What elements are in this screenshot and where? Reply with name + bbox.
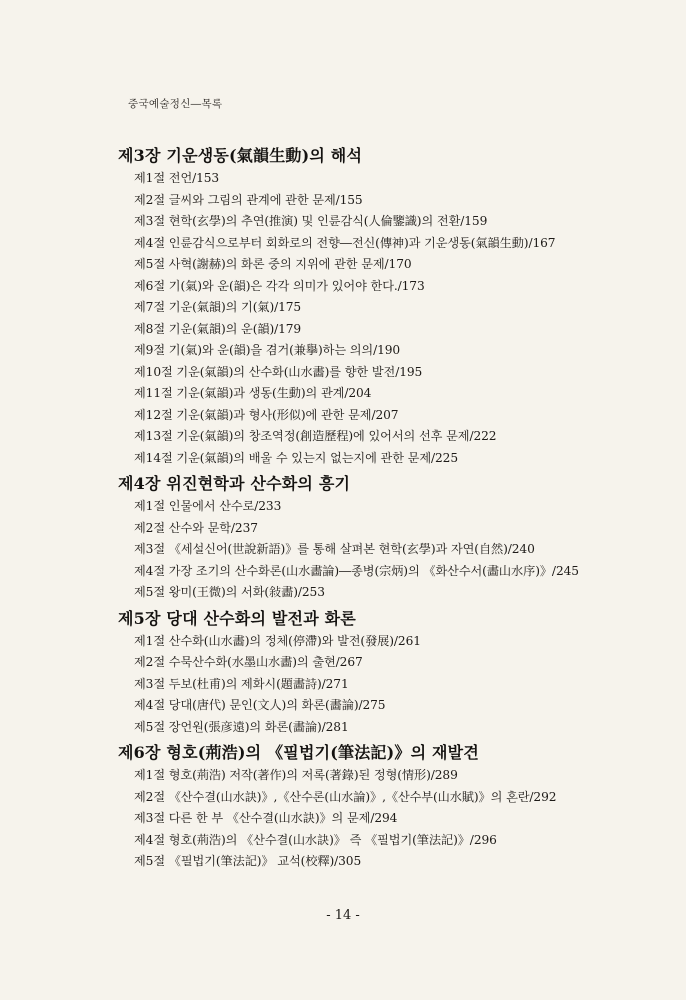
- section-entry: 제8절 기운(氣韻)의 운(韻)/179: [134, 321, 302, 336]
- chapter-block: [0, 606, 686, 739]
- section-entry: 제5절 《필법기(筆法記)》 교석(校釋)/305: [134, 854, 362, 868]
- section-entry: 제7절 기운(氣韻)의 기(氣)/175: [134, 300, 302, 314]
- section-entry: 제3절 다른 한 부 《산수결(山水訣)》의 문제/294: [134, 811, 398, 825]
- section-entry: 제1절 전언/153: [134, 171, 220, 185]
- section-entry: 제2절 산수와 문학/237: [134, 520, 258, 535]
- section-entry: 제5절 왕미(王微)의 서화(敍畵)/253: [134, 585, 325, 599]
- section-entry: 제1절 산수화(山水畵)의 정체(停滯)와 발전(發展)/261: [134, 633, 421, 648]
- section-entry: 제12절 기운(氣韻)과 형사(形似)에 관한 문제/207: [134, 407, 399, 422]
- section-entry: 제10절 기운(氣韻)의 산수화(山水畵)를 향한 발전/195: [134, 364, 423, 379]
- section-entry: 제3절 두보(杜甫)의 제화시(題畵詩)/271: [134, 676, 349, 691]
- chapter-heading: 제5장 당대 산수화의 발전과 화론: [118, 608, 356, 628]
- section-entry: 제2절 수묵산수화(水墨山水畵)의 출현/267: [134, 655, 363, 669]
- running-header: 중국예술정신―목록: [128, 98, 223, 110]
- chapter-heading: 제4장 위진현학과 산수화의 흥기: [118, 474, 351, 493]
- section-entry: 제1절 형호(荊浩) 저작(著作)의 저록(著錄)된 정형(情形)/289: [134, 768, 458, 782]
- chapter-block: [0, 143, 686, 469]
- section-entry: 제5절 사혁(謝赫)의 화론 중의 지위에 관한 문제/170: [134, 257, 412, 271]
- section-entry: 제6절 기(氣)와 운(韻)은 각각 의미가 있어야 한다./173: [134, 278, 425, 293]
- section-entry: 제4절 인륜감식으로부터 회화로의 전향―전신(傳神)과 기운생동(氣韻生動)/167: [134, 235, 556, 250]
- section-entry: 제3절 현학(玄學)의 추연(推演) 및 인륜감식(人倫鑒識)의 전환/159: [134, 214, 488, 228]
- section-entry: 제14절 기운(氣韻)의 배울 수 있는지 없는지에 관한 문제/225: [134, 450, 458, 465]
- table-of-contents: [0, 143, 686, 873]
- chapter-block: [0, 740, 686, 873]
- chapter-block: [0, 471, 686, 604]
- chapter-heading: 제6장 형호(荊浩)의 《필법기(筆法記)》의 재발견: [118, 743, 479, 762]
- section-entry: 제4절 형호(荊浩)의 《산수결(山水訣)》 즉 《필법기(筆法記)》/296: [134, 832, 497, 847]
- section-entry: 제4절 가장 조기의 산수화론(山水畵論)―종병(宗炳)의 《화산수서(畵山水序)》/245: [134, 563, 579, 578]
- section-entry: 제4절 당대(唐代) 문인(文人)의 화론(畵論)/275: [134, 698, 386, 712]
- section-entry: 제2절 글씨와 그림의 관계에 관한 문제/155: [134, 192, 363, 207]
- section-entry: 제9절 기(氣)와 운(韻)을 겸거(兼擧)하는 의의/190: [134, 343, 401, 357]
- section-entry: 제13절 기운(氣韻)의 창조역정(創造歷程)에 있어서의 선후 문제/222: [134, 429, 497, 443]
- section-entry: 제1절 인물에서 산수로/233: [134, 499, 282, 513]
- chapter-heading: 제3장 기운생동(氣韻生動)의 해석: [118, 146, 363, 165]
- section-entry: 제5절 장언원(張彦遠)의 화론(畵論)/281: [134, 719, 349, 734]
- page-number: - 14 -: [326, 908, 360, 923]
- section-entry: 제3절 《세설신어(世說新語)》를 통해 살펴본 현학(玄學)과 자연(自然)/240: [134, 542, 535, 556]
- section-entry: 제11절 기운(氣韻)과 생동(生動)의 관계/204: [134, 386, 372, 400]
- section-entry: 제2절 《산수결(山水訣)》,《산수론(山水論)》,《산수부(山水賦)》의 혼란/292: [134, 789, 557, 804]
